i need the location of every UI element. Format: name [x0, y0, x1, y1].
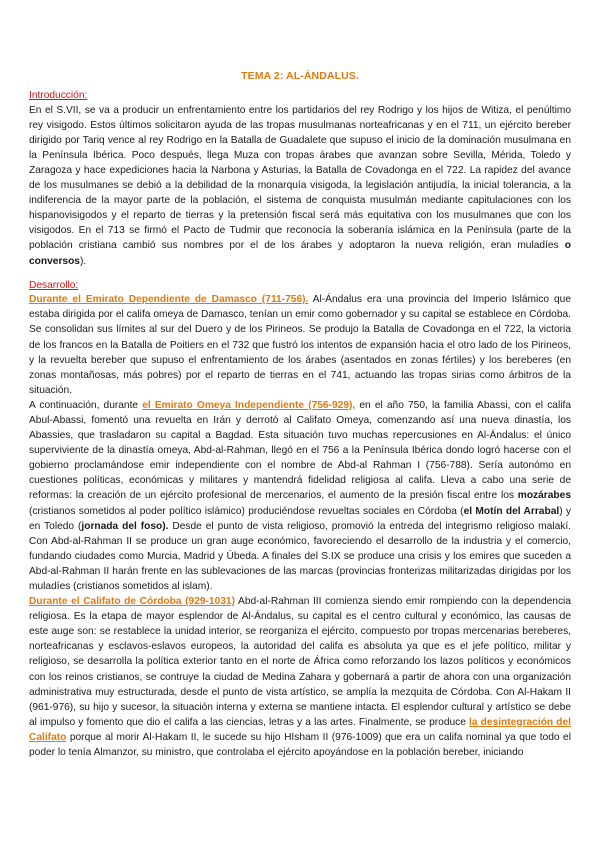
emirato-independiente-text-3: ) y en Toledo ( [29, 505, 572, 532]
emirato-independiente-paragraph [29, 398, 571, 594]
califato-paragraph [29, 594, 571, 760]
intro-text-end: ). [79, 255, 87, 267]
emirato-independiente-text-1: en el año 750, la familia Abassi, con el califa Abul-Abassi, fomentó una revuelta en Irán y derrotó al Califato Omeya, comenzando así una nueva dinastía, los Abassies, que trasladaron su capital a Bagdad. Esta situación tuvo muchas repercusiones en Al-Ándalus: el único superviviente de la dinastía omeya, Abd-al-Rahman, llegó en el 756 a la Península Ibérica dondo logró hacerse con el gobierno proclamándose emir independiente con el nombre de Abd-al Rahman I (756-788). Sería autonómo en cuestiones políticas, económicas y militares y mantendrá fidelidad religiosa al califa. Lleva a cabo una serie de reformas: la creación de un ejército profesional de mercenarios, el aumento de la presión fiscal entre los [29, 399, 571, 502]
intro-paragraph [29, 103, 571, 269]
emirato-independiente-heading: el Emirato Omeya Independiente (756-929), [142, 399, 356, 411]
emirato-dependiente-text: Al-Ándalus era una provincia del Imperio Islámico que estaba dirigida por el califa omeya de Damasco, tenían un emir como gobernador y su capital se establece en Córdoba. Se consolidan sus límites al sur del Duero y de los Pirineos. Se produjo la Batalla de Covadonga en el 722, la victoria de los francos en la Batalla de Poitiers en el 732 que fustró los intentos de expansión hacia el otro lado de los Pirineos, y la revuelta bereber que supuso el enfrentamiento de los árabes (asentados en zonas fértiles) y los bereberes (en zonas montañosas, más pobres) por el reparto de tierras en el 741, actuando las tropas sirias como árbitros de la situación. [29, 294, 571, 396]
emirato-independiente-text-2: (cristianos sometidos al poder político islámico) produciéndose revueltas sociales en Córdoba ( [29, 505, 464, 517]
term-mozarabes: mozárabes [517, 490, 571, 502]
califato-text-1: Abd-al-Rahman III comienza siendo emir rompiendo con la dependencia religiosa. Es la etapa de mayor esplendor de Al-Ándalus, su capital es el centro cultural y económico, las causas de este auge son: se restablece la unidad interior, se reorganiza el ejército, compuesto por tropas mercenarias bereberes, norteafricanas y esclavos-eslavos europeos, la autoridad del califa es absoluta ya que es el jefe político, militar y religioso, se desarrolla la política exterior tanto en el norte de África como reforzando los lazos políticos y económicos con los reinos cristianos, se contruye la ciudad de Medina Zahara y gobernará a partir de ahora con una organización administrativa muy estructurada, desde el punto de vista artístico, se amplía la mezquita de Córdoba. Con Al-Hakam II (961-976), su hijo y sucesor, la situación interna y externa se mantiene intacta. El esplendor cultural y artístico se debe al impulso y fomento que dio el califa a las ciencias, letras y a las artes. Finalmente, se produce [29, 596, 571, 728]
emirato-independiente-text-4: Desde el punto de vista religioso, promovió la entreda del integrismo religioso malakí. Con Abd-al-Rahman II se produce un gran auge económico, favoreciendo el desarrollo de la industria y el comercio, fundando ciudades como Murcia, Madrid y Úbeda. A finales del S.IX se produce una crisis y los emires que suceden a Abd-al-Rahman II harán frente en las sublevaciones de las marcas (provincias fronterizas militarizadas dirigidas por los muladíes (cristianos sometidos al islam). [29, 520, 571, 592]
intro-text: En el S.VII, se va a producir un enfrentamiento entre los partidarios del rey Rodrigo y los hijos de Witiza, el penúltimo rey visigodo. Estos últimos solicitaron ayuda de las tropas musulmanas norteafricanas y en el 711, un ejército bereber dirigido por Tariq vence al rey Rodrigo en la Batalla de Guadalete que supuso el inicio de la dominación musulmana en la Península Ibérica. Poco después, llega Muza con tropas árabes que avanzan sobre Sevilla, Mérida, Toledo y Zaragoza y hace expediciones hacia la Narbona y Asturias, la Batalla de Covadonga en el 722. La rapidez del avance de los musulmanes se debió a la debilidad de la monarquía visigoda, la legislación antijudía, la inicial tolerancia, a la indiferencia de la mayor parte de la población, el sistema de conquista musulmán mediante capitulaciones con los hispanovisigodos y el reparto de tierras y la pretensión fiscal será más equitativa con los musulmanes que con los visigodos. En el 713 se firmó el Pacto de Tudmir que reconocía la soberanía islámica en la Península (parte de la población cristiana cambió sus nombres por el de los árabes y adoptaron la nueva religión, eran muladíes [29, 104, 571, 252]
desintegracion-heading: la desintegración del Califato [29, 716, 571, 743]
califato-heading: Durante el Califato de Córdoba (929-1031) [29, 596, 235, 608]
emirato-dependiente-paragraph [29, 292, 571, 398]
califato-text-2: porque al morir Al-Hakam II, le sucede su hijo HIsham II (976-1009) que era un califa nominal ya que todo el poder lo tenía Almanzor, su ministro, que controlaba el ejército apoyándose en la población bereber, iniciando [29, 731, 571, 759]
development-label: Desarrollo: [29, 279, 79, 291]
intro-label: Introducción: [29, 90, 88, 101]
document-page [29, 70, 571, 760]
term-motin-arrabal: el Motín del Arrabal [463, 505, 560, 517]
term-jornada-foso: jornada del foso). [81, 520, 169, 532]
emirato-dependiente-heading: Durante el Emirato Dependiente de Damasco (711-756). [29, 294, 309, 306]
intro-bold-term: o conversos [29, 240, 571, 267]
document-title: TEMA 2: AL-ÁNDALUS. [241, 70, 359, 82]
emirato-independiente-lead: A continuación, durante [29, 399, 143, 411]
